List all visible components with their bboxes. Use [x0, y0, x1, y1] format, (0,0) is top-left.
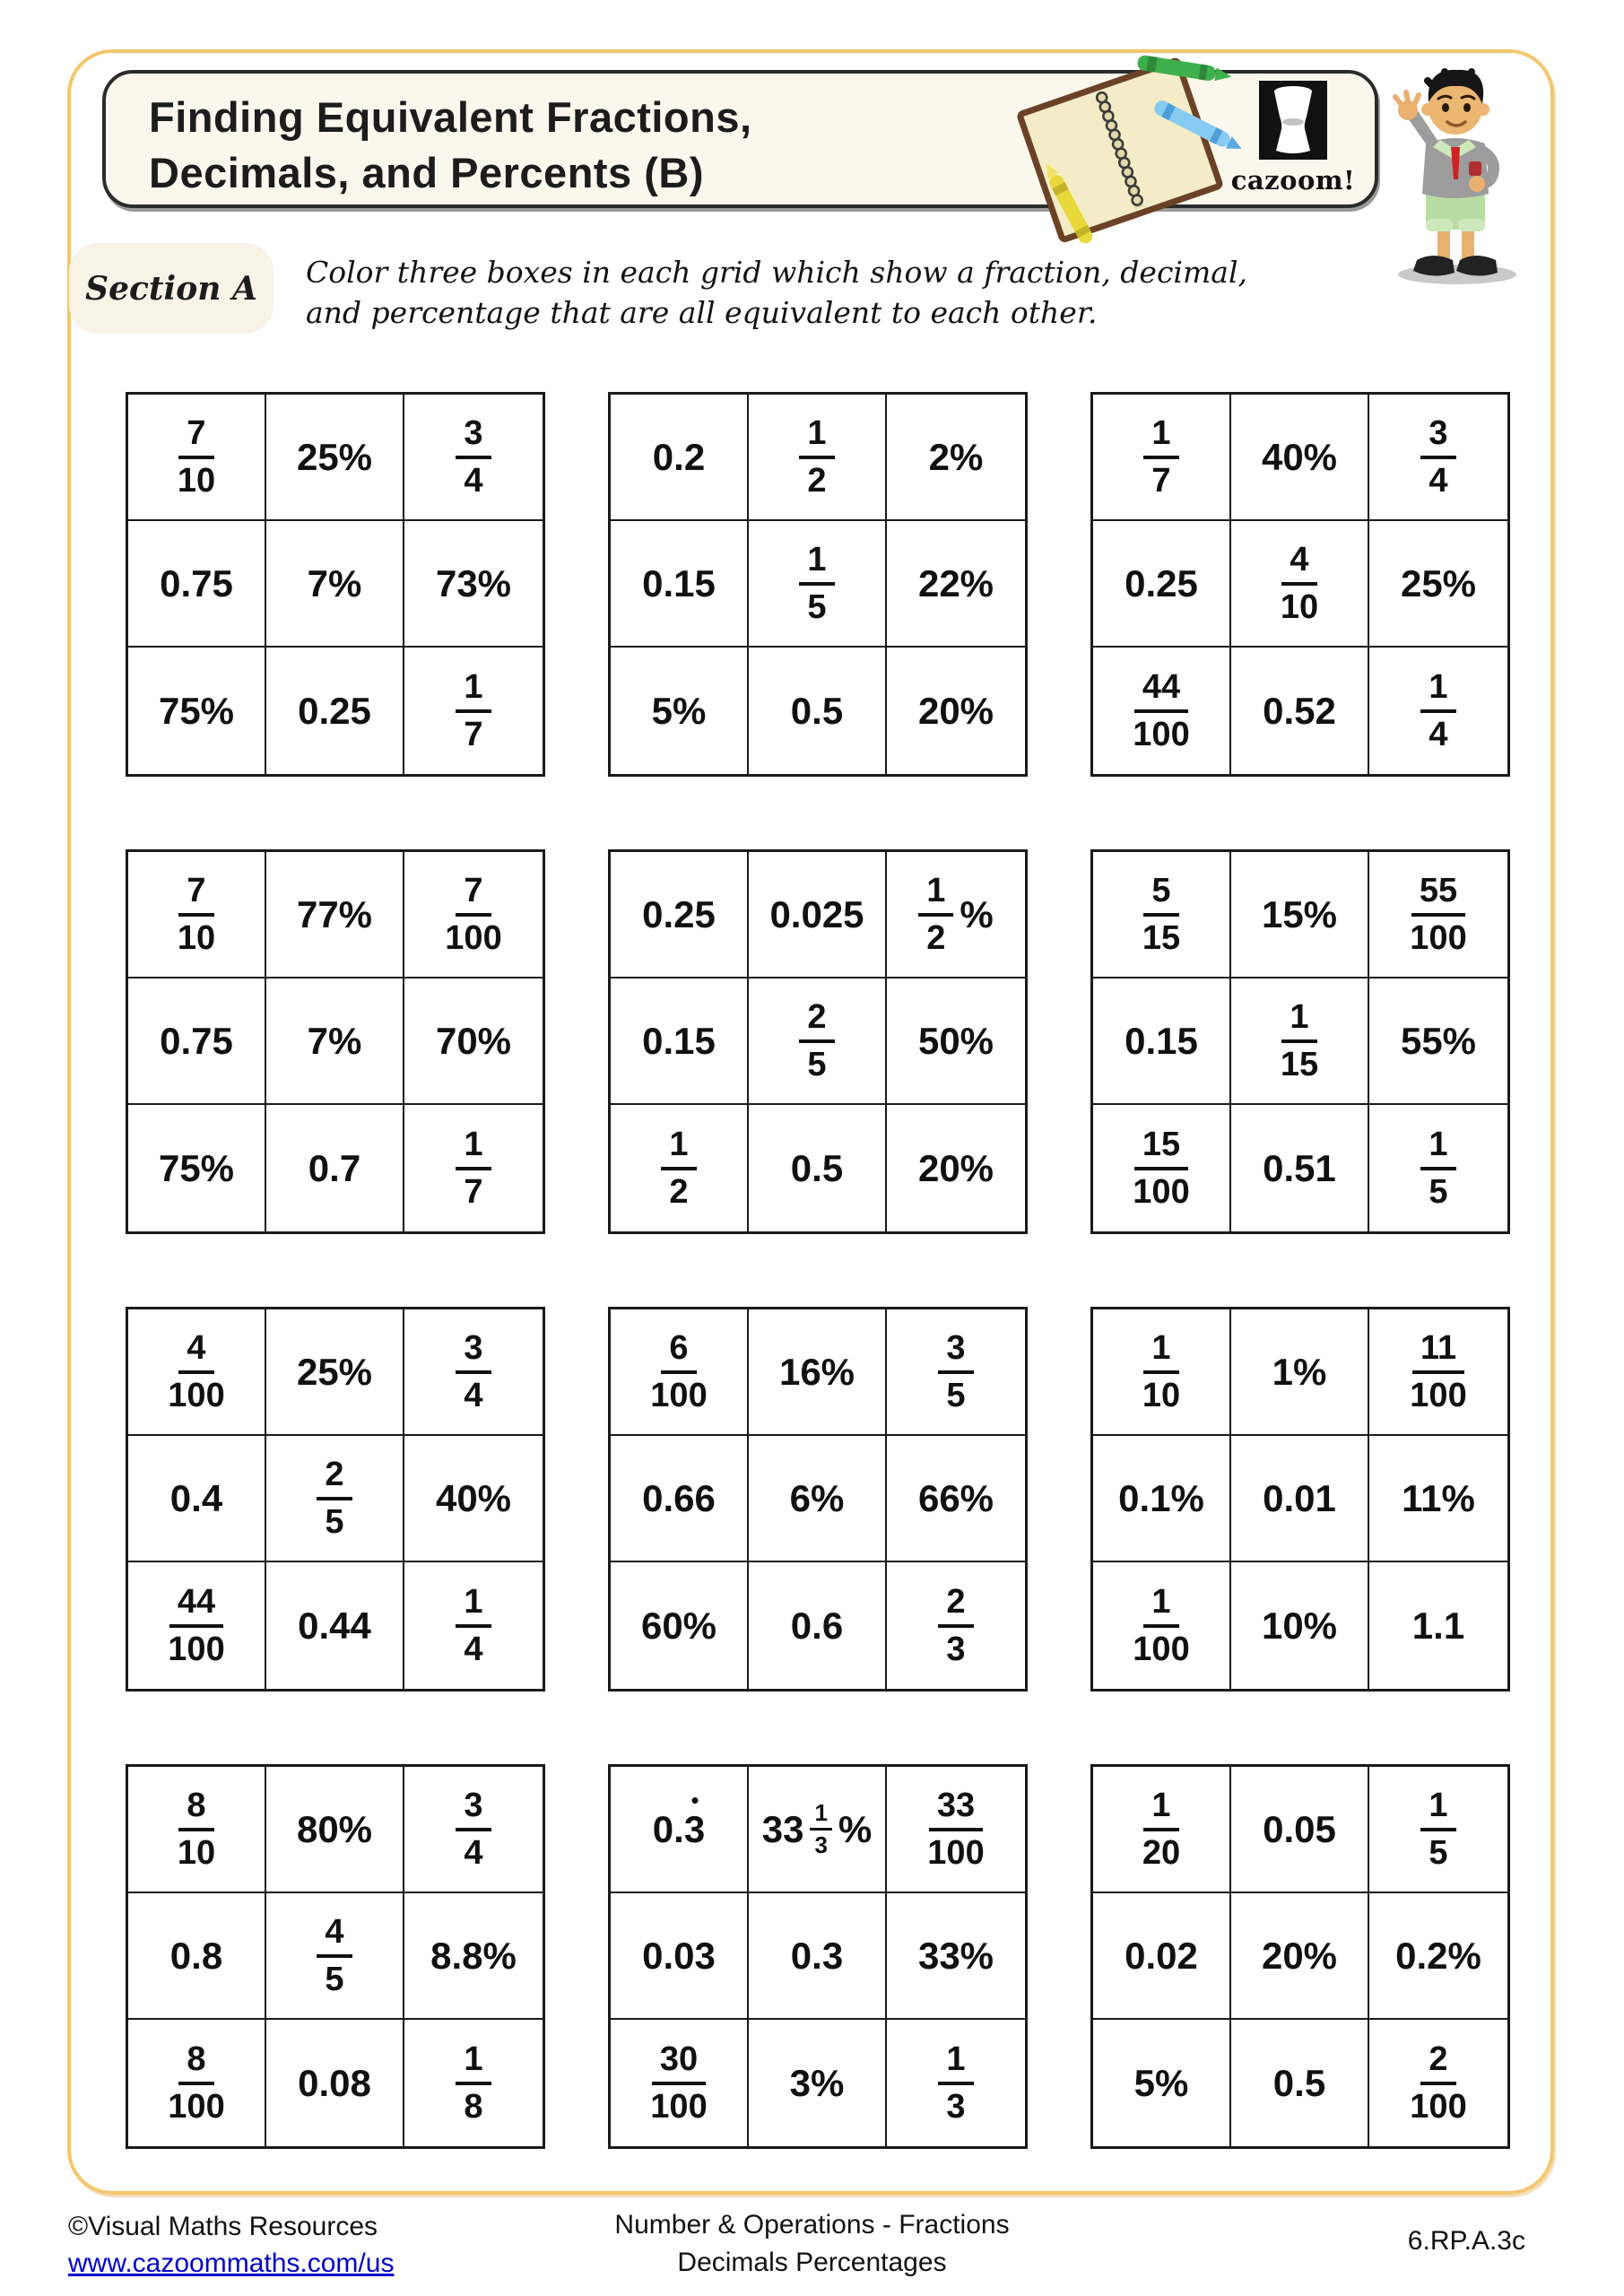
grid-4-cell-1[interactable]	[128, 852, 266, 978]
grid-10-cell-7[interactable]	[128, 2020, 266, 2146]
grid-8-cell-7[interactable]	[611, 1562, 749, 1689]
grid-6-cell-9[interactable]	[1369, 1105, 1507, 1231]
cell-value: 1%	[1272, 1350, 1327, 1393]
cell-value: 11%	[1402, 1476, 1475, 1519]
fraction-value: $\frac{1}{7}$	[456, 1126, 491, 1211]
equivalence-grid-8	[608, 1307, 1028, 1692]
cell-value: 0.75	[160, 561, 233, 604]
grid-9-cell-7[interactable]	[1093, 1562, 1231, 1689]
fraction-value: $\frac{2}{5}$	[317, 1456, 352, 1541]
fraction-value: $\frac{1}{2}$	[799, 414, 834, 500]
grid-11-cell-1[interactable]	[611, 1767, 749, 1893]
cell-value: 0.15	[642, 561, 716, 604]
cell-value: 0.5	[1272, 2061, 1326, 2104]
fraction-value: $\frac{6}{100}$	[650, 1328, 708, 1414]
grid-1-cell-6[interactable]	[404, 521, 543, 648]
grid-8-cell-1[interactable]	[611, 1309, 749, 1436]
cell-value: 7%	[307, 1019, 362, 1062]
grid-11-cell-8[interactable]	[749, 2020, 887, 2146]
grid-3-cell-2[interactable]	[1231, 395, 1369, 521]
cell-value: 5%	[1133, 2061, 1189, 2104]
fraction-value: $\frac{3}{4}$	[456, 1329, 491, 1414]
fraction-value: $\frac{2}{3}$	[938, 1583, 973, 1668]
grid-1-cell-3[interactable]	[404, 395, 543, 521]
grid-9-cell-4[interactable]	[1093, 1436, 1231, 1562]
boy-mascot-illustration	[1381, 61, 1529, 290]
cazoom-logo-icon	[1259, 81, 1327, 160]
cell-value: 73%	[435, 561, 512, 604]
fraction-value: $\frac{1}{4}$	[1420, 668, 1455, 753]
fraction-value: $\frac{5}{15}$	[1142, 871, 1181, 957]
grid-6-cell-4[interactable]	[1093, 978, 1231, 1105]
cell-value: 0.7	[308, 1146, 361, 1189]
grid-2-cell-8[interactable]	[749, 648, 887, 774]
grid-9-cell-2[interactable]	[1231, 1309, 1369, 1436]
grid-5-cell-5[interactable]	[749, 978, 887, 1105]
grid-12-cell-7[interactable]	[1093, 2020, 1231, 2146]
grid-10-cell-4[interactable]	[128, 1893, 266, 2020]
grid-9-cell-1[interactable]	[1093, 1309, 1231, 1436]
cell-value: 33%	[917, 1934, 994, 1977]
grid-2-cell-7[interactable]	[611, 648, 749, 774]
grid-11-cell-2[interactable]: 33 $\frac{1}{3}$ %	[749, 1767, 887, 1893]
grid-8-cell-6[interactable]	[887, 1436, 1025, 1562]
grid-6-cell-2[interactable]	[1231, 852, 1369, 978]
grid-5-cell-4[interactable]	[611, 978, 749, 1105]
grid-5-cell-1[interactable]	[611, 852, 749, 978]
instruction-line2: and percentage that are all equivalent to each other.	[306, 295, 1098, 330]
fraction-value: $\frac{8}{10}$	[177, 1786, 216, 1872]
fraction-value: $\frac{1}{2}$	[918, 872, 953, 957]
grid-12-cell-1[interactable]	[1093, 1767, 1231, 1893]
grid-3-cell-6[interactable]	[1369, 521, 1507, 648]
grid-10-cell-1[interactable]	[128, 1767, 266, 1893]
cell-value: 10%	[1261, 1604, 1338, 1647]
grid-10-cell-3[interactable]	[404, 1767, 543, 1893]
page-title-line1: Finding Equivalent Fractions,	[149, 93, 752, 141]
notepad-illustration	[1001, 38, 1241, 251]
grid-2-cell-3[interactable]	[887, 395, 1025, 521]
cell-value: 0.25	[642, 892, 716, 935]
cell-value: 0.2	[652, 435, 706, 478]
grid-12-cell-3[interactable]	[1369, 1767, 1507, 1893]
fraction-value: $\frac{1}{7}$	[456, 668, 491, 753]
fraction-value: $\frac{1}{2}$	[661, 1126, 696, 1211]
equivalence-grid-4	[126, 849, 545, 1234]
cell-value: 0.5	[790, 689, 844, 732]
equivalence-grid-7	[126, 1307, 545, 1692]
grid-4-cell-4[interactable]	[128, 978, 266, 1105]
fraction-value: $\frac{11}{100}$	[1410, 1328, 1467, 1414]
grid-5-cell-2[interactable]	[749, 852, 887, 978]
grid-3-cell-5[interactable]	[1231, 521, 1369, 648]
fraction-value: $\frac{4}{10}$	[1280, 540, 1319, 626]
grid-4-cell-6[interactable]	[404, 978, 543, 1105]
cell-value: 16%	[778, 1350, 855, 1393]
grid-7-cell-7[interactable]	[128, 1562, 266, 1689]
grid-5-cell-3[interactable]	[887, 852, 1025, 978]
grid-7-cell-2[interactable]	[266, 1309, 404, 1436]
grid-9-cell-3[interactable]	[1369, 1309, 1507, 1436]
cell-value: 50%	[917, 1019, 994, 1062]
fraction-value: $\frac{4}{100}$	[168, 1328, 225, 1414]
grid-2-cell-1[interactable]	[611, 395, 749, 521]
cell-value: 0.66	[642, 1476, 716, 1519]
cell-value: 3%	[789, 2061, 845, 2104]
cazoom-logo-text: cazoom!	[1230, 165, 1356, 196]
fraction-value: $\frac{3}{4}$	[456, 1787, 491, 1872]
grid-9-cell-6[interactable]	[1369, 1436, 1507, 1562]
footer-center	[0, 2206, 1624, 2282]
fraction-value: $\frac{1}{5}$	[1420, 1126, 1455, 1211]
cell-value: 0.01	[1263, 1476, 1336, 1519]
grid-7-cell-6[interactable]	[404, 1436, 543, 1562]
equivalence-grid-10	[126, 1764, 545, 2149]
cell-value: 66%	[917, 1476, 994, 1519]
footer-topic-line2: Decimals Percentages	[677, 2248, 947, 2277]
cell-value: 75%	[158, 1146, 235, 1189]
cell-value: 0.6	[790, 1604, 844, 1647]
fraction-value: $\frac{33}{100}$	[927, 1786, 985, 1872]
grid-7-cell-5[interactable]	[266, 1436, 404, 1562]
fraction-value: $\frac{4}{5}$	[317, 1913, 352, 1998]
grid-10-cell-6[interactable]	[404, 1893, 543, 2020]
grid-7-cell-1[interactable]	[128, 1309, 266, 1436]
fraction-value: $\frac{7}{10}$	[177, 871, 216, 957]
grid-9-cell-5[interactable]	[1231, 1436, 1369, 1562]
cell-value: 0.2%	[1395, 1934, 1481, 1977]
fraction-value: $\frac{1}{3}$	[810, 1801, 831, 1857]
cell-value: 2%	[928, 435, 984, 478]
grid-1-cell-5[interactable]	[266, 521, 404, 648]
grid-6-cell-5[interactable]	[1231, 978, 1369, 1105]
grid-6-cell-7[interactable]	[1093, 1105, 1231, 1231]
cell-value: 75%	[158, 689, 235, 732]
cell-value: 0.1%	[1118, 1476, 1204, 1519]
cell-value: 25%	[296, 435, 373, 478]
grid-3-cell-1[interactable]	[1093, 395, 1231, 521]
fraction-value: $\frac{44}{100}$	[1133, 667, 1190, 753]
fraction-value: $\frac{1}{5}$	[1420, 1787, 1455, 1872]
grid-3-cell-3[interactable]	[1369, 395, 1507, 521]
cell-value: 0.05	[1263, 1807, 1336, 1850]
grid-5-cell-6[interactable]	[887, 978, 1025, 1105]
cell-value: 15%	[1261, 892, 1338, 935]
cell-value: 0.52	[1263, 689, 1336, 732]
grid-2-cell-9[interactable]	[887, 648, 1025, 774]
grid-2-cell-6[interactable]	[887, 521, 1025, 648]
fraction-value: $\frac{30}{100}$	[650, 2039, 708, 2126]
grid-12-cell-8[interactable]	[1231, 2020, 1369, 2146]
cell-value: 0.3	[790, 1934, 844, 1977]
cell-value: 0.15	[1125, 1019, 1198, 1062]
grid-4-cell-7[interactable]	[128, 1105, 266, 1231]
grid-8-cell-5[interactable]	[749, 1436, 887, 1562]
equivalence-grid-3	[1090, 392, 1510, 777]
grid-9-cell-8[interactable]	[1231, 1562, 1369, 1689]
fraction-value: $\frac{8}{100}$	[168, 2039, 225, 2126]
grid-7-cell-8[interactable]	[266, 1562, 404, 1689]
grid-3-cell-7[interactable]	[1093, 648, 1231, 774]
notebook-icon	[1020, 60, 1220, 239]
grid-11-cell-3[interactable]	[887, 1767, 1025, 1893]
cell-value: 0.25	[1125, 561, 1198, 604]
cell-value: 1.1	[1411, 1604, 1465, 1647]
page-title-line2: Decimals, and Percents (B)	[149, 149, 704, 196]
equivalence-grid-6	[1090, 849, 1510, 1234]
grid-1-cell-7[interactable]	[128, 648, 266, 774]
grid-8-cell-8[interactable]	[749, 1562, 887, 1689]
grid-10-cell-2[interactable]	[266, 1767, 404, 1893]
cell-value: 6%	[789, 1476, 845, 1519]
equivalence-grid-9	[1090, 1307, 1510, 1692]
cell-value: 0.4	[169, 1476, 223, 1519]
fraction-value: $\frac{3}{4}$	[456, 414, 491, 500]
grid-10-cell-8[interactable]	[266, 2020, 404, 2146]
grid-7-cell-9[interactable]	[404, 1562, 543, 1689]
fraction-value: $\frac{1}{15}$	[1280, 997, 1319, 1083]
equivalence-grid-1	[126, 392, 545, 777]
cell-value: 0.5	[790, 1146, 844, 1189]
equivalence-grid-12	[1090, 1764, 1510, 2149]
cell-value: 25%	[1400, 561, 1477, 604]
grid-6-cell-6[interactable]	[1369, 978, 1507, 1105]
fraction-value: $\frac{55}{100}$	[1410, 871, 1467, 957]
fraction-value: $\frac{44}{100}$	[168, 1582, 225, 1668]
cell-value: 25%	[296, 1350, 373, 1393]
grid-12-cell-6[interactable]	[1369, 1893, 1507, 2020]
grid-12-cell-9[interactable]	[1369, 2020, 1507, 2146]
copyright-text: ©Visual Maths Resources	[68, 2212, 378, 2241]
cazoom-logo	[1230, 81, 1356, 196]
instructions	[306, 252, 1247, 333]
fraction-value: $\frac{2}{5}$	[799, 998, 834, 1083]
cell-value: 5%	[651, 689, 707, 732]
fraction-value: $\frac{1}{5}$	[799, 541, 834, 626]
cell-value: 70%	[435, 1019, 512, 1062]
fraction-value: $\frac{2}{100}$	[1410, 2039, 1467, 2126]
equivalence-grid-2	[608, 392, 1028, 777]
grid-11-cell-6[interactable]	[887, 1893, 1025, 2020]
grid-1-cell-1[interactable]	[128, 395, 266, 521]
grid-7-cell-4[interactable]	[128, 1436, 266, 1562]
grid-11-cell-4[interactable]	[611, 1893, 749, 2020]
equivalence-grid-11	[608, 1764, 1028, 2149]
grid-5-cell-7[interactable]	[611, 1105, 749, 1231]
grid-10-cell-5[interactable]	[266, 1893, 404, 2020]
cell-value: 20%	[917, 1146, 994, 1189]
grid-12-cell-2[interactable]	[1231, 1767, 1369, 1893]
cell-value: 0.8	[169, 1934, 223, 1977]
grid-3-cell-4[interactable]	[1093, 521, 1231, 648]
grid-10-cell-9[interactable]	[404, 2020, 543, 2146]
grid-2-cell-2[interactable]	[749, 395, 887, 521]
cell-value: 0.03	[642, 1934, 716, 1977]
fraction-value: $\frac{15}{100}$	[1133, 1125, 1190, 1211]
fraction-value: $\frac{3}{4}$	[1420, 414, 1455, 500]
page-title	[149, 90, 752, 201]
grid-6-cell-8[interactable]	[1231, 1105, 1369, 1231]
instruction-line1: Color three boxes in each grid which show a fraction, decimal,	[306, 255, 1247, 290]
footer-topic-line1: Number & Operations - Fractions	[614, 2210, 1010, 2239]
grid-2-cell-4[interactable]	[611, 521, 749, 648]
cell-value: 0.025	[769, 892, 864, 935]
cell-value: 0.25	[298, 689, 371, 732]
grid-1-cell-4[interactable]	[128, 521, 266, 648]
grid-4-cell-3[interactable]	[404, 852, 543, 978]
cell-value: 60%	[640, 1604, 717, 1647]
grid-1-cell-8[interactable]	[266, 648, 404, 774]
fraction-value: $\frac{1}{10}$	[1142, 1328, 1181, 1414]
cell-value: 0.08	[298, 2061, 371, 2104]
grid-12-cell-5[interactable]	[1231, 1893, 1369, 2020]
grid-8-cell-9[interactable]	[887, 1562, 1025, 1689]
cell-value: 20%	[917, 689, 994, 732]
grid-11-cell-7[interactable]	[611, 2020, 749, 2146]
grid-4-cell-5[interactable]	[266, 978, 404, 1105]
cell-value: 7%	[307, 561, 362, 604]
fraction-value: $\frac{1}{8}$	[456, 2040, 491, 2126]
fraction-value: $\frac{7}{100}$	[445, 871, 502, 957]
cell-value: 0.02	[1125, 1934, 1198, 1977]
grid-1-cell-2[interactable]	[266, 395, 404, 521]
cell-value: 40%	[435, 1476, 512, 1519]
grid-2-cell-5[interactable]	[749, 521, 887, 648]
recurring-decimal-value: 0.3	[652, 1807, 706, 1850]
section-a-label-text: Section A	[85, 269, 257, 308]
website-link[interactable]: www.cazoommaths.com/us	[68, 2248, 395, 2278]
cell-value: 55%	[1400, 1019, 1477, 1062]
cell-value: 20%	[1261, 1934, 1338, 1977]
fraction-value: $\frac{7}{10}$	[177, 413, 216, 500]
cell-value: 8.8%	[430, 1934, 517, 1977]
equivalence-grid-5	[608, 849, 1028, 1234]
cell-value: 22%	[917, 561, 994, 604]
section-a-label	[69, 243, 274, 334]
grid-4-cell-2[interactable]	[266, 852, 404, 978]
cell-value: 0.51	[1263, 1146, 1336, 1189]
cell-value: 0.75	[160, 1019, 233, 1062]
cell-value: 0.44	[298, 1604, 371, 1647]
grid-5-cell-9[interactable]	[887, 1105, 1025, 1231]
grid-8-cell-3[interactable]	[887, 1309, 1025, 1436]
grid-4-cell-8[interactable]	[266, 1105, 404, 1231]
grid-3-cell-8[interactable]	[1231, 648, 1369, 774]
cell-value: 77%	[296, 892, 373, 935]
fraction-value: $\frac{1}{4}$	[456, 1583, 491, 1668]
cell-value: 0.15	[642, 1019, 716, 1062]
grid-3-cell-9[interactable]	[1369, 648, 1507, 774]
cell-value: 80%	[296, 1807, 373, 1850]
fraction-value: $\frac{3}{5}$	[938, 1329, 973, 1414]
grid-6-cell-1[interactable]	[1093, 852, 1231, 978]
standard-code: 6.RP.A.3c	[1407, 2226, 1525, 2256]
fraction-value: $\frac{1}{7}$	[1143, 414, 1178, 500]
fraction-value: $\frac{1}{100}$	[1133, 1582, 1190, 1668]
grid-1-cell-9[interactable]	[404, 648, 543, 774]
grid-8-cell-4[interactable]	[611, 1436, 749, 1562]
fraction-value: $\frac{1}{3}$	[938, 2040, 973, 2126]
grid-8-cell-2[interactable]	[749, 1309, 887, 1436]
cell-value: 40%	[1261, 435, 1338, 478]
grid-12-cell-4[interactable]	[1093, 1893, 1231, 2020]
grid-5-cell-8[interactable]	[749, 1105, 887, 1231]
grid-4-cell-9[interactable]	[404, 1105, 543, 1231]
grid-9-cell-9[interactable]	[1369, 1562, 1507, 1689]
fraction-value: $\frac{1}{20}$	[1142, 1786, 1181, 1872]
grid-6-cell-3[interactable]	[1369, 852, 1507, 978]
grid-11-cell-5[interactable]	[749, 1893, 887, 2020]
grid-11-cell-9[interactable]	[887, 2020, 1025, 2146]
percent-sign: %	[960, 892, 994, 935]
grid-7-cell-3[interactable]	[404, 1309, 543, 1436]
